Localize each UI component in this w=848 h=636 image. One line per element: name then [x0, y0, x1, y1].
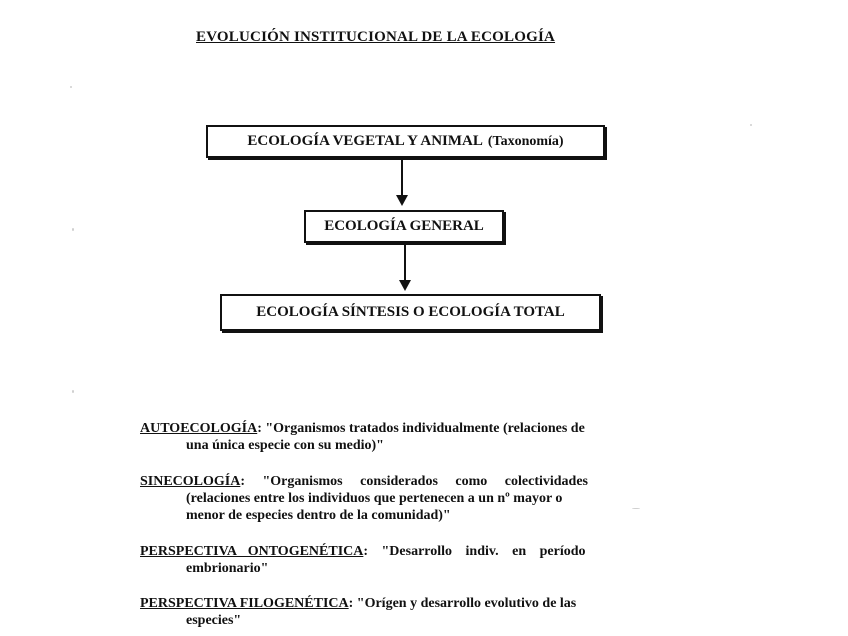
down-arrow-icon: [395, 158, 409, 208]
definition-text: : "Organismos considerados como colectividades: [240, 474, 589, 489]
definition-continuation: (relaciones entre los individuos que pertenecen a un nº mayor o: [186, 491, 563, 506]
definition-text: : "Organismos tratados individualmente (relaciones de: [257, 421, 585, 436]
definition-text: : "Desarrollo indiv. en período: [363, 544, 586, 559]
scan-speck: [632, 508, 640, 509]
down-arrow-icon: [398, 243, 412, 293]
definition-term: SINECOLOGÍA: [140, 474, 241, 489]
box-ecologia-general: [304, 210, 504, 243]
definition-continuation: embrionario": [186, 561, 269, 576]
definition-perspectiva-ontogenetica: [140, 543, 685, 577]
box-3-main-label: ECOLOGÍA SÍNTESIS O ECOLOGÍA TOTAL: [256, 304, 565, 320]
page-title: EVOLUCIÓN INSTITUCIONAL DE LA ECOLOGÍA: [196, 29, 556, 45]
definition-line: [140, 420, 685, 437]
definition-continuation: una única especie con su medio)": [186, 438, 384, 453]
box-2-main-label: ECOLOGÍA GENERAL: [324, 218, 484, 234]
definition-term: PERSPECTIVA ONTOGENÉTICA: [140, 544, 364, 559]
box-1-main-label: ECOLOGÍA VEGETAL Y ANIMAL: [247, 133, 483, 149]
scan-speck: [72, 390, 74, 393]
definition-line: [140, 473, 685, 490]
definition-continuation: especies": [186, 613, 242, 628]
definition-line: [140, 595, 685, 612]
definition-autoecologia: [140, 420, 685, 454]
definition-sinecologia: [140, 473, 685, 524]
scan-speck: [70, 86, 72, 88]
scan-speck: [750, 124, 752, 126]
definition-perspectiva-filogenetica: [140, 595, 685, 629]
box-ecologia-sintesis: [220, 294, 601, 331]
definition-term: PERSPECTIVA FILOGENÉTICA: [140, 596, 349, 611]
box-1-sub-label: (Taxonomía): [487, 133, 564, 149]
definition-term: AUTOECOLOGÍA: [140, 421, 258, 436]
definition-text: : "Orígen y desarrollo evolutivo de las: [348, 596, 577, 611]
box-ecologia-vegetal-animal: [206, 125, 605, 158]
definition-line: [140, 543, 685, 560]
definition-continuation: menor de especies dentro de la comunidad)": [186, 508, 451, 523]
scan-speck: [72, 228, 74, 231]
